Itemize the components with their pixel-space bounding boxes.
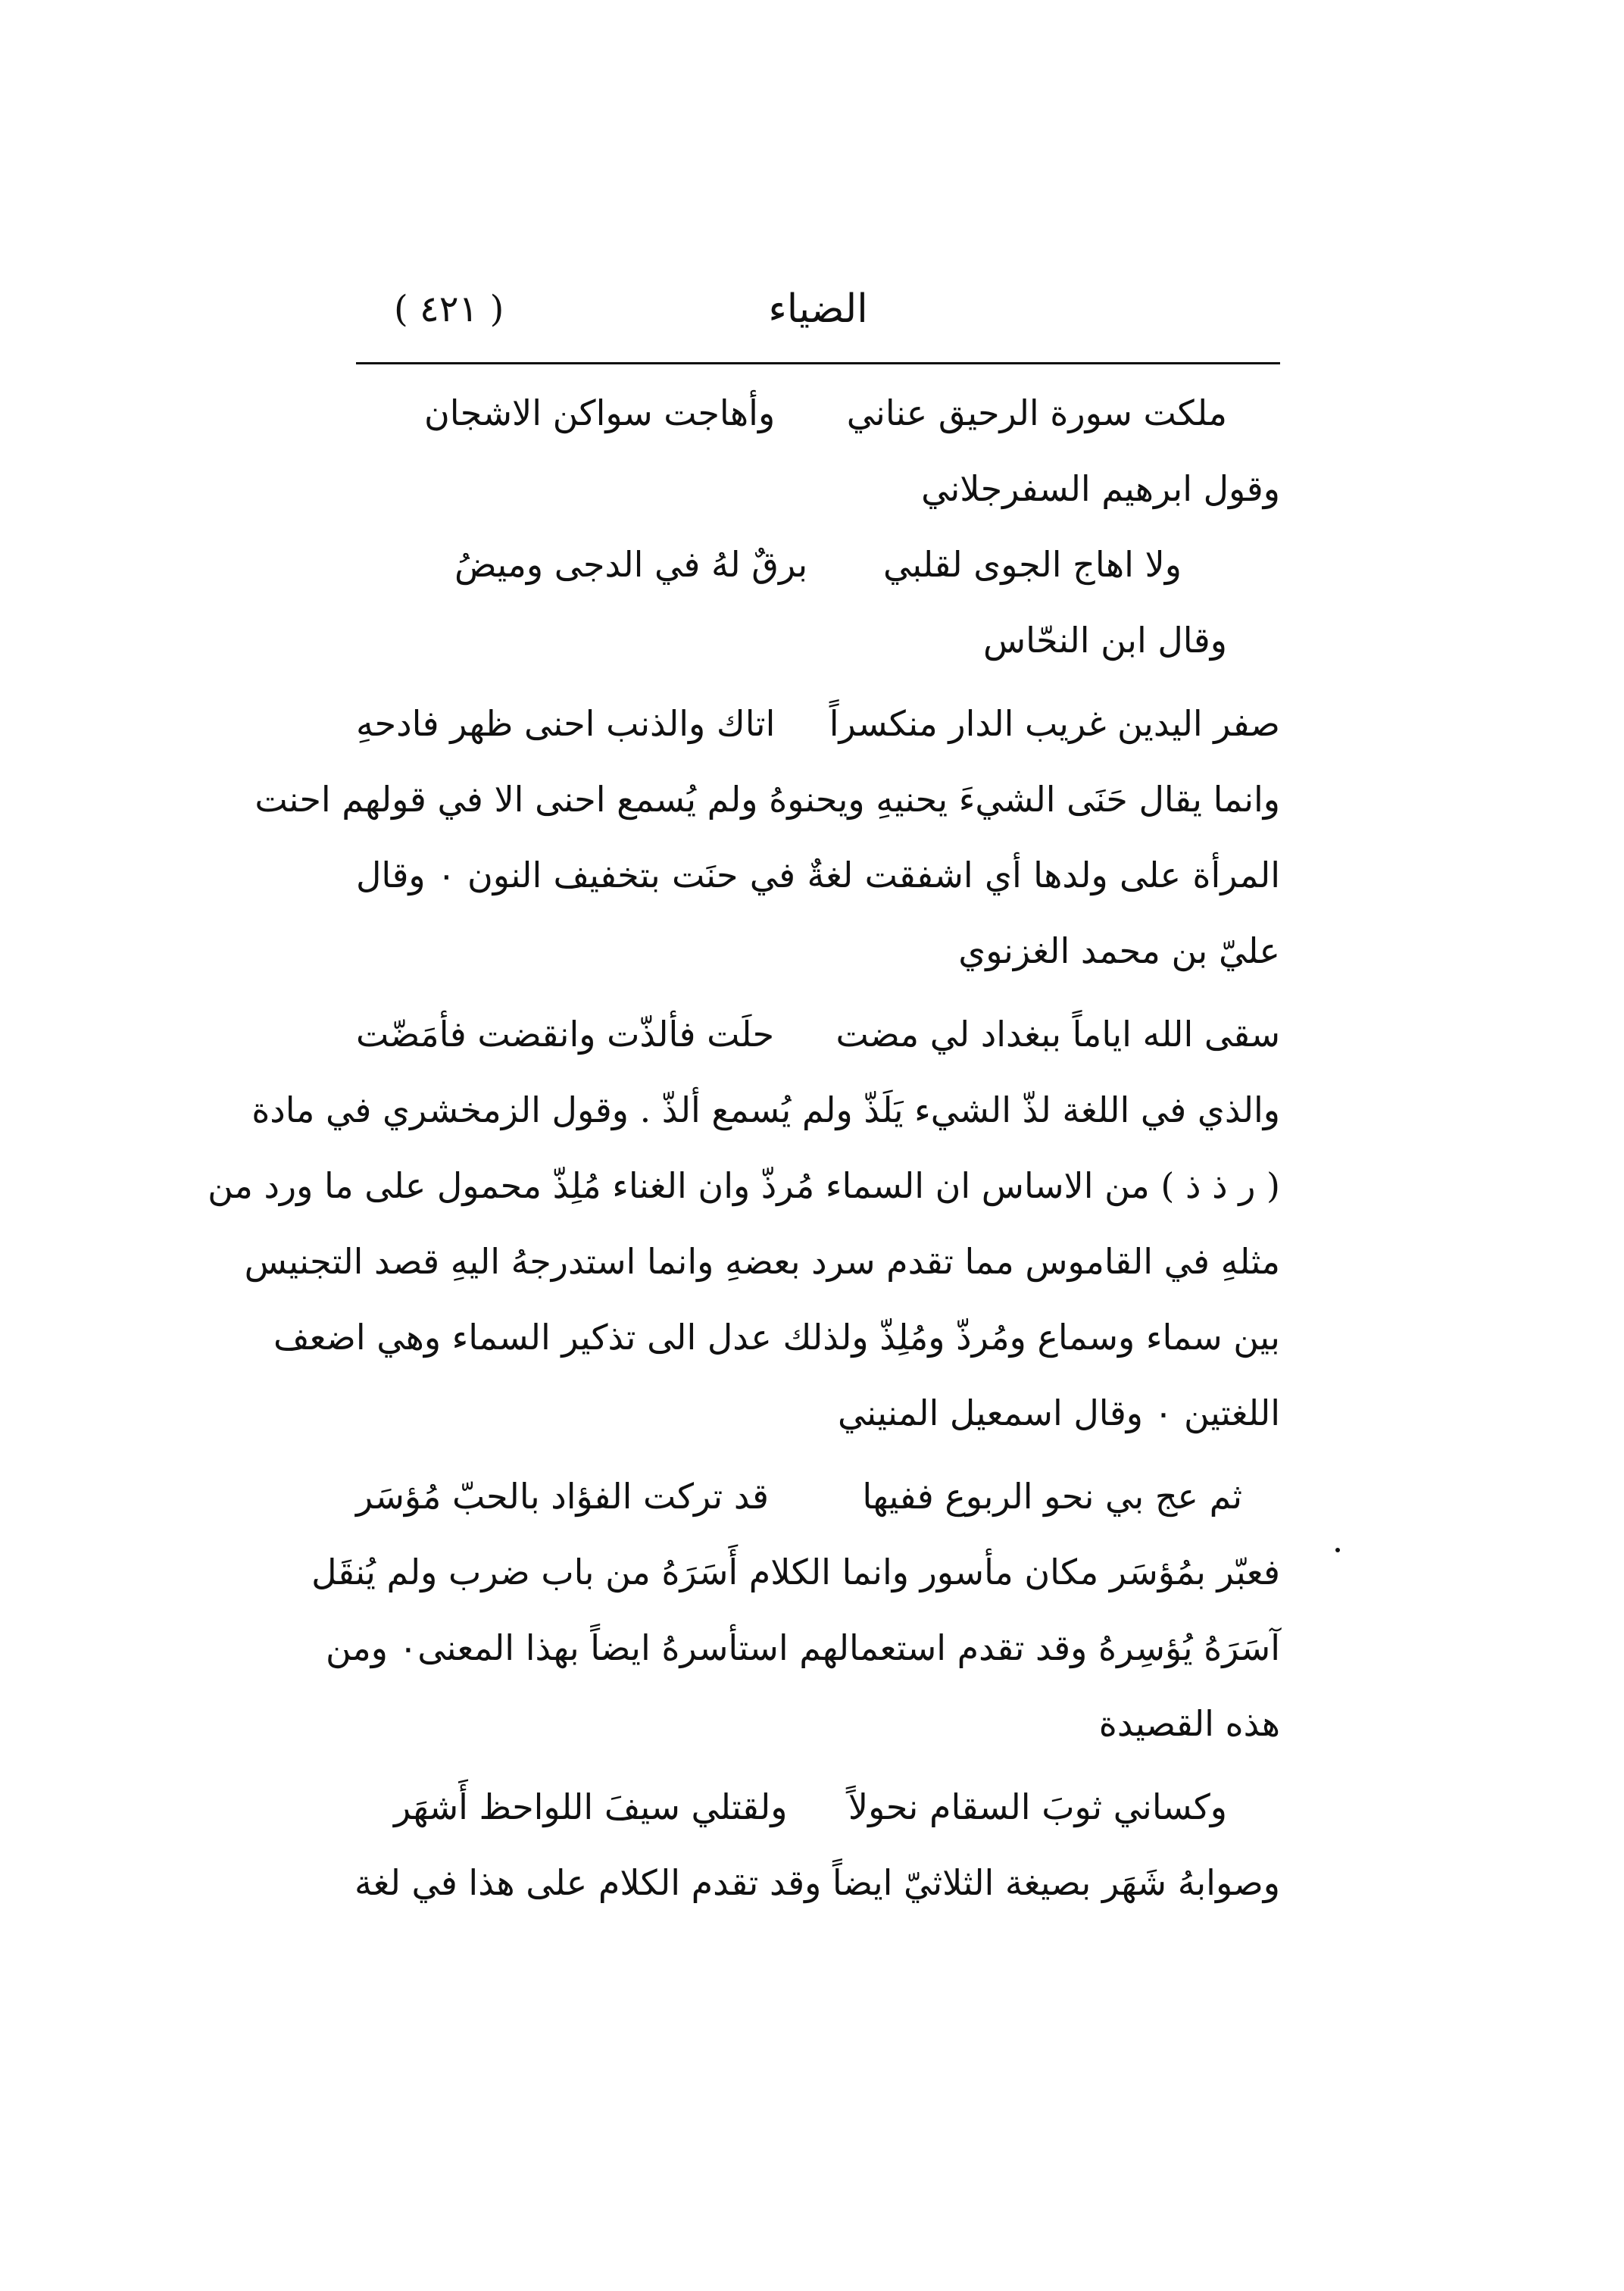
verse-line: [356, 1773, 1280, 1841]
text-line: عليّ بن محمد الغزنوي: [958, 930, 1280, 971]
text-line: وقول ابرهيم السفرجلاني: [921, 468, 1280, 509]
verse-hemistich-left: قد تركت الفؤاد بالحبّ مُؤسَر: [356, 1476, 769, 1517]
verse-line: [356, 530, 1280, 599]
verse-line: [356, 379, 1280, 447]
page-number: ( ٤٢١ ): [394, 288, 504, 330]
verse-line: [356, 1000, 1280, 1068]
text-line: [356, 606, 1280, 674]
text-line: اللغتين ٠ وقال اسمعيل المنيني: [837, 1392, 1280, 1433]
ink-speck: [1335, 1548, 1340, 1552]
verse-hemistich-left: وأهاجت سواكن الاشجان: [424, 392, 776, 433]
header-rule: [356, 362, 1280, 364]
verse-hemistich-left: اتاك والذنب احنى ظهر فادحهِ: [356, 703, 776, 744]
text-line: ( ر ذ ذ ) من الاساس ان السماء مُرذّ وان الغناء مُلِذّ محمول على ما ورد من: [208, 1165, 1280, 1206]
page-header: [356, 273, 1280, 356]
text-line: والذي في اللغة لذّ الشيء يَلَذّ ولم يُسمع ألذّ . وقول الزمخشري في مادة: [251, 1089, 1280, 1130]
verse-hemistich-right: ملكت سورة الرحيق عناني: [846, 392, 1227, 433]
verse-hemistich-right: ولا اهاج الجوى لقلبي: [882, 544, 1182, 585]
text-line: آسَرَهُ يُؤسِرهُ وقد تقدم استعمالهم استأسرهُ ايضاً بهذا المعنى٠ ومن: [326, 1627, 1280, 1668]
verse-line: [356, 689, 1280, 758]
verse-hemistich-left: برقٌ لهُ في الدجى وميضُ: [454, 544, 808, 585]
text-line: مثلهِ في القاموس مما تقدم سرد بعضهِ وانما استدرجهُ اليهِ قصد التجنيس: [244, 1241, 1280, 1282]
verse-hemistich-left: حلَت فألذّت وانقضت فأمَضّت: [356, 1014, 774, 1055]
text-line: فعبّر بمُؤسَر مكان مأسور وانما الكلام أَسَرَهُ من باب ضرب ولم يُنقَل: [311, 1552, 1280, 1592]
text-line-content: وقال ابن النحّاس: [982, 620, 1227, 661]
verse-hemistich-left: ولقتلي سيفَ اللواحظ أَشهَر: [394, 1786, 788, 1827]
text-line: بين سماء وسماع ومُرذّ ومُلِذّ ولذلك عدل الى تذكير السماء وهي اضعف: [273, 1317, 1280, 1358]
verse-hemistich-right: سقى الله اياماً ببغداد لي مضت: [835, 1014, 1280, 1055]
verse-hemistich-right: ثم عج بي نحو الربوع ففيها: [862, 1476, 1242, 1517]
verse-hemistich-right: صفر اليدين غريب الدار منكسراً: [829, 703, 1280, 744]
running-title: الضياء: [768, 286, 868, 332]
text-line: وصوابهُ شَهَر بصيغة الثلاثيّ ايضاً وقد تقدم الكلام على هذا في لغة: [354, 1862, 1280, 1903]
verse-hemistich-right: وكساني ثوبَ السقام نحولاً: [848, 1786, 1227, 1827]
text-line: هذه القصيدة: [1098, 1703, 1280, 1744]
verse-line: [356, 1462, 1280, 1530]
text-line: وانما يقال حَنَى الشيءَ يحنيهِ ويحنوهُ ولم يُسمع احنى الا في قولهم احنت: [255, 779, 1280, 820]
text-line: المرأة على ولدها أي اشفقت لغةٌ في حنَت بتخفيف النون ٠ وقال: [356, 855, 1281, 895]
